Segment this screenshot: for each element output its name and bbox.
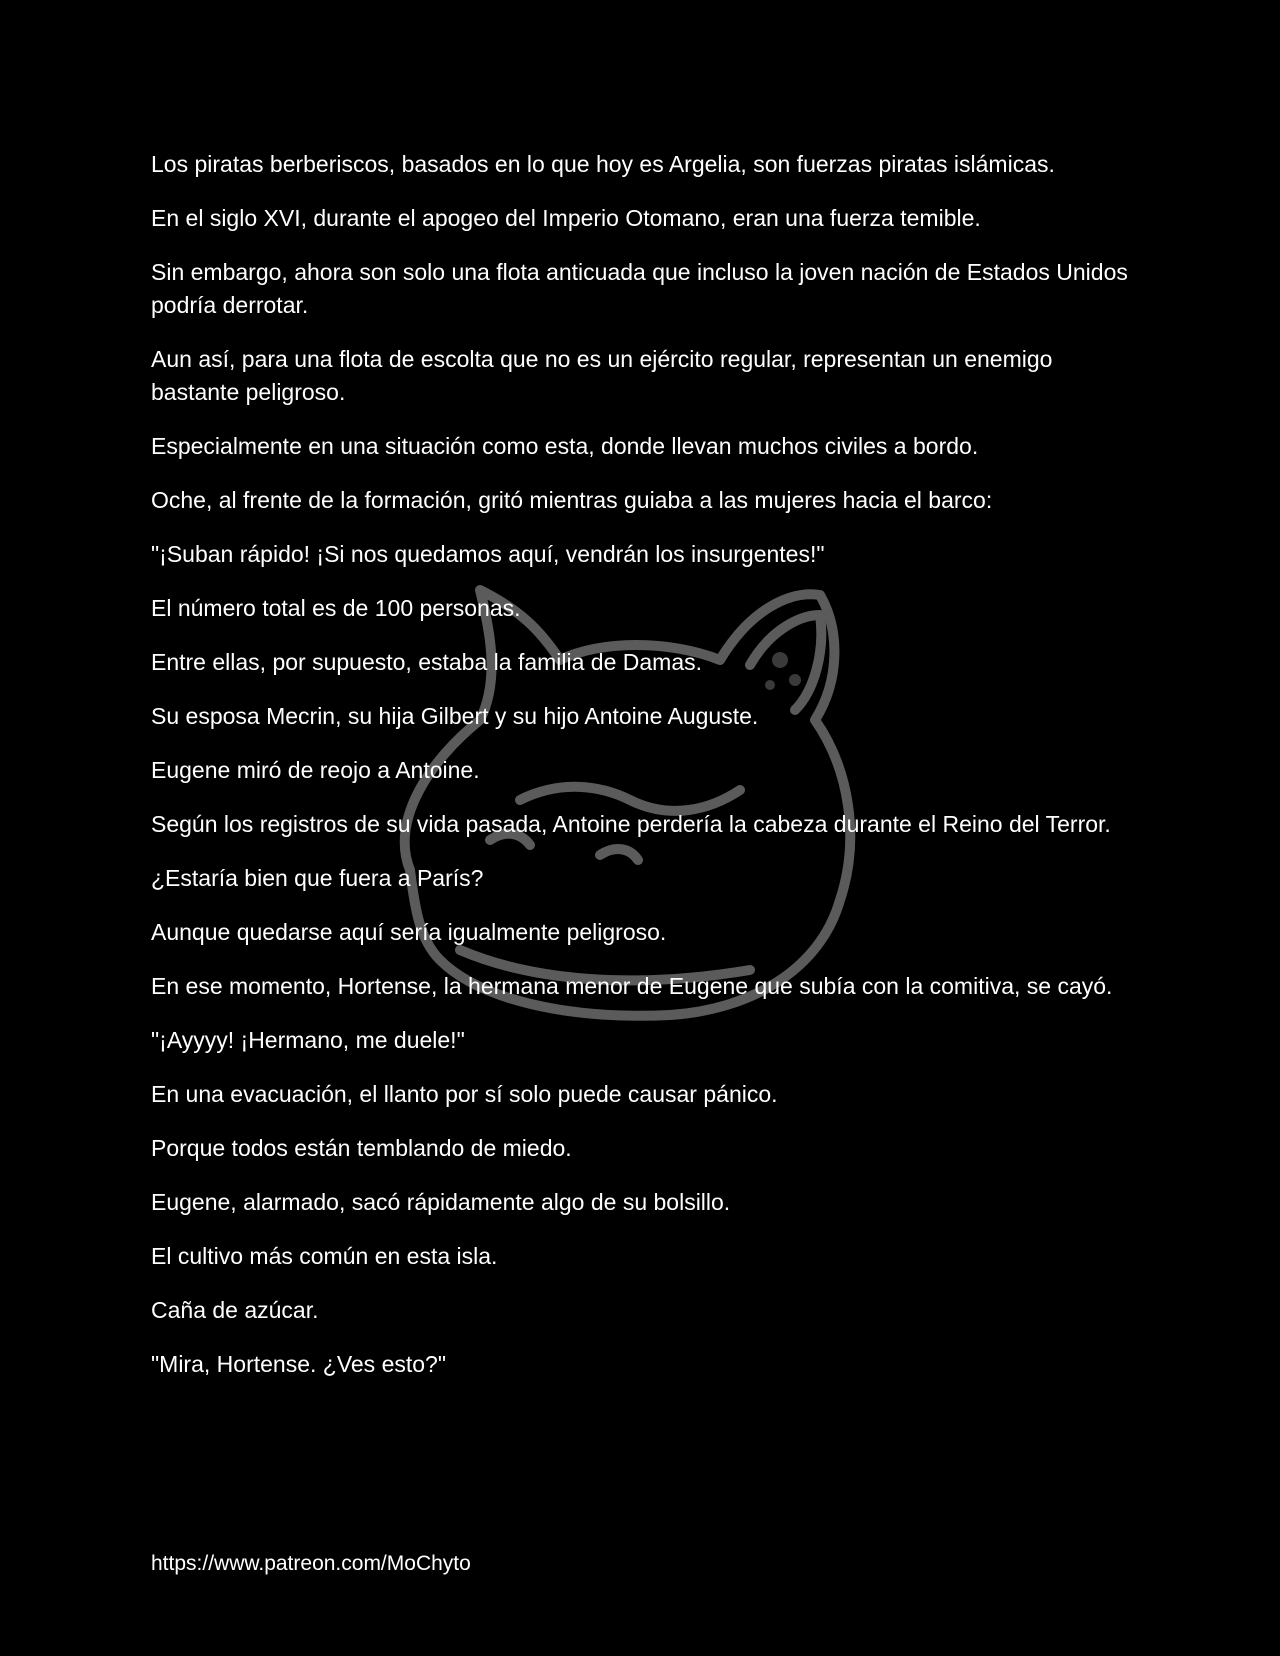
- paragraph: En el siglo XVI, durante el apogeo del Imperio Otomano, eran una fuerza temible.: [151, 205, 981, 231]
- patreon-link[interactable]: https://www.patreon.com/MoChyto: [151, 1552, 471, 1575]
- paragraph: Porque todos están temblando de miedo.: [151, 1135, 572, 1161]
- paragraph: Aunque quedarse aquí sería igualmente peligroso.: [151, 919, 667, 945]
- paragraph: Su esposa Mecrin, su hija Gilbert y su hijo Antoine Auguste.: [151, 703, 759, 729]
- paragraph: El cultivo más común en esta isla.: [151, 1243, 498, 1269]
- paragraph: Eugene, alarmado, sacó rápidamente algo de su bolsillo.: [151, 1189, 731, 1215]
- paragraph: Sin embargo, ahora son solo una flota anticuada que incluso la joven nación de Estados Unidos podría derrotar.: [151, 259, 1135, 318]
- paragraph: "Mira, Hortense. ¿Ves esto?": [151, 1351, 447, 1377]
- chapter-text: [151, 148, 1141, 1402]
- paragraph: En una evacuación, el llanto por sí solo puede causar pánico.: [151, 1081, 778, 1107]
- paragraph: Oche, al frente de la formación, gritó mientras guiaba a las mujeres hacia el barco:: [151, 487, 993, 513]
- paragraph: Según los registros de su vida pasada, Antoine perdería la cabeza durante el Reino del Terror.: [151, 811, 1111, 837]
- paragraph: Eugene miró de reojo a Antoine.: [151, 757, 480, 783]
- paragraph: Caña de azúcar.: [151, 1297, 319, 1323]
- paragraph: "¡Suban rápido! ¡Si nos quedamos aquí, vendrán los insurgentes!": [151, 541, 825, 567]
- paragraph: El número total es de 100 personas.: [151, 595, 521, 621]
- paragraph: Los piratas berberiscos, basados en lo que hoy es Argelia, son fuerzas piratas islámicas.: [151, 151, 1055, 177]
- paragraph: Aun así, para una flota de escolta que no es un ejército regular, representan un enemigo bastante peligroso.: [151, 346, 1059, 405]
- paragraph: Entre ellas, por supuesto, estaba la familia de Damas.: [151, 649, 703, 675]
- paragraph: Especialmente en una situación como esta, donde llevan muchos civiles a bordo.: [151, 433, 979, 459]
- paragraph: En ese momento, Hortense, la hermana menor de Eugene que subía con la comitiva, se cayó.: [151, 973, 1113, 999]
- paragraph: "¡Ayyyy! ¡Hermano, me duele!": [151, 1027, 465, 1053]
- paragraph: ¿Estaría bien que fuera a París?: [151, 865, 484, 891]
